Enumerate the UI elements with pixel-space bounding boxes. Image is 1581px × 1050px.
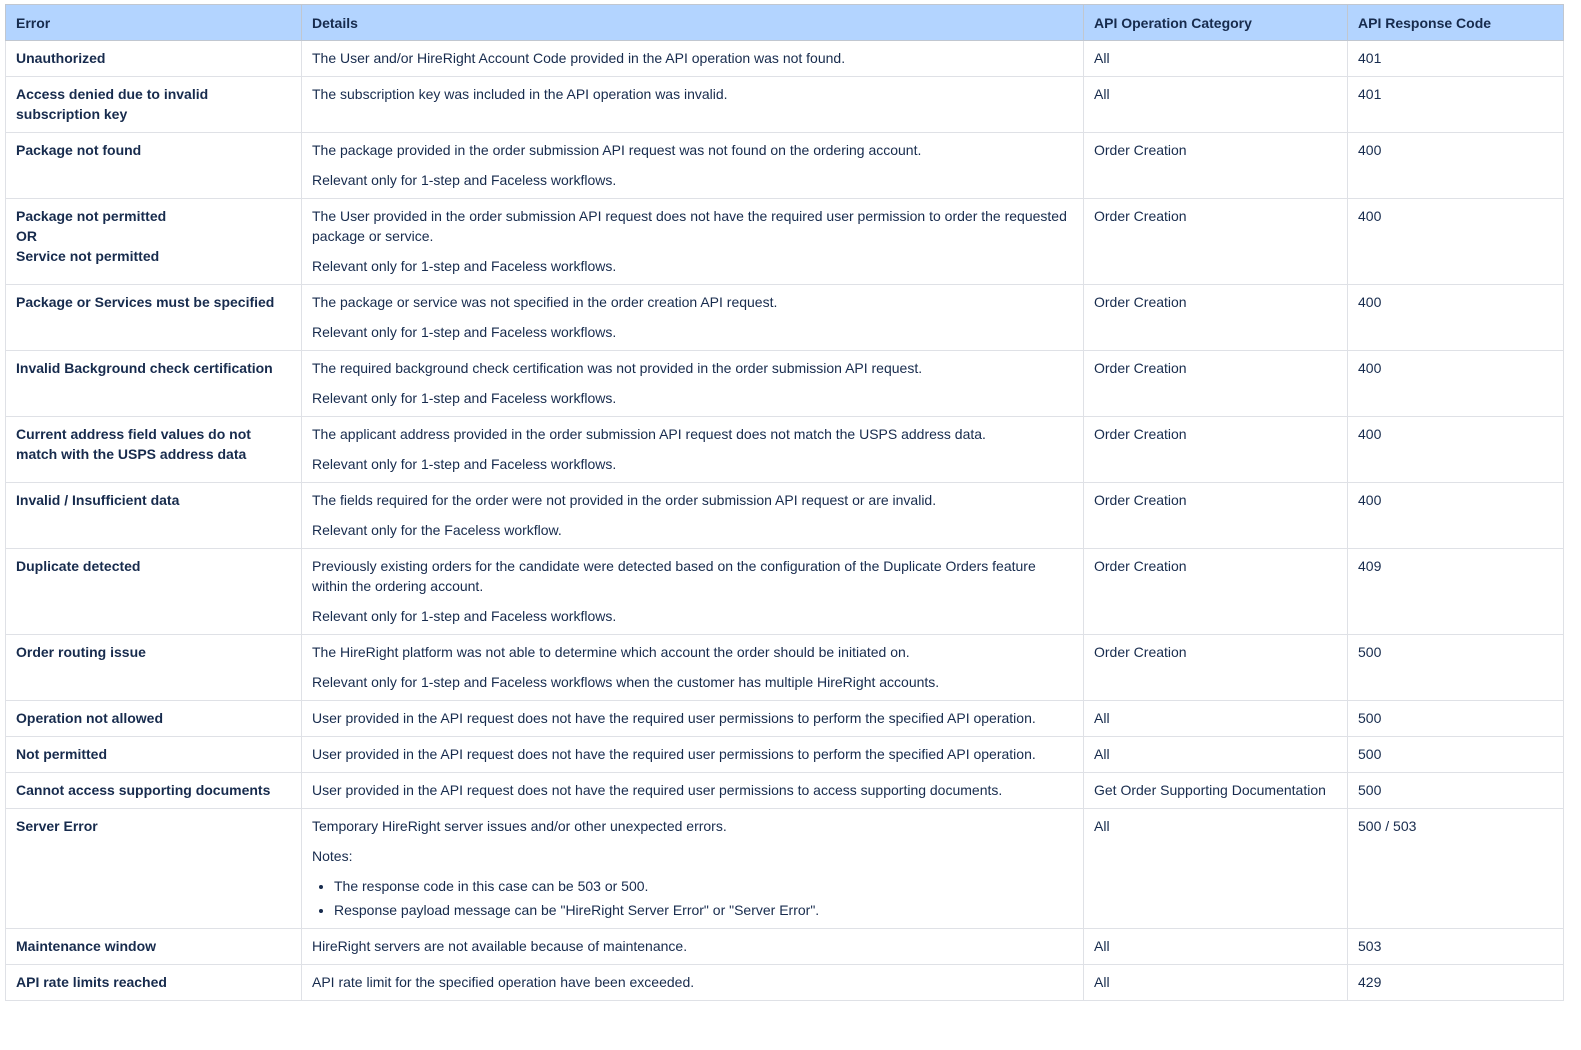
error-name: Package or Services must be specified [16, 294, 275, 310]
header-api-response-code: API Response Code [1348, 5, 1564, 41]
details-text: The fields required for the order were not provided in the order submission API request or are invalid. [312, 492, 937, 508]
table-row [6, 41, 1564, 77]
error-name: Duplicate detected [16, 558, 141, 574]
details-text: User provided in the API request does not have the required user permissions to perform the specified API operation. [312, 710, 1036, 726]
error-name: Access denied due to invalid subscription key [16, 86, 209, 122]
response-code-cell: 500 / 503 [1348, 809, 1564, 929]
error-cell [6, 133, 302, 199]
category-cell: All [1084, 929, 1348, 965]
error-name: Service not permitted [16, 248, 160, 264]
details-cell [302, 483, 1084, 549]
error-cell [6, 737, 302, 773]
category-cell: Order Creation [1084, 549, 1348, 635]
header-row [6, 5, 1564, 41]
notes-list-item: • The response code in this case can be 503 or 500. [334, 876, 1073, 896]
response-code-cell: 400 [1348, 133, 1564, 199]
category-cell: All [1084, 965, 1348, 1001]
error-cell [6, 41, 302, 77]
details-text: Relevant only for the Faceless workflow. [312, 522, 562, 538]
details-cell [302, 133, 1084, 199]
error-name: Maintenance window [16, 938, 157, 954]
error-name: Not permitted [16, 746, 107, 762]
details-text: User provided in the API request does not have the required user permissions to perform the specified API operation. [312, 746, 1036, 762]
error-cell [6, 199, 302, 285]
category-cell: All [1084, 41, 1348, 77]
table-row [6, 773, 1564, 809]
error-cell [6, 549, 302, 635]
table-row [6, 199, 1564, 285]
error-cell [6, 285, 302, 351]
table-row [6, 133, 1564, 199]
error-cell [6, 77, 302, 133]
response-code-cell: 400 [1348, 417, 1564, 483]
table-row [6, 549, 1564, 635]
error-name: Invalid Background check certification [16, 360, 273, 376]
table-row [6, 809, 1564, 929]
error-cell [6, 965, 302, 1001]
details-cell [302, 549, 1084, 635]
error-cell [6, 929, 302, 965]
details-text: User provided in the API request does not have the required user permissions to access supporting documents. [312, 782, 1003, 798]
category-cell: All [1084, 701, 1348, 737]
table-row [6, 965, 1564, 1001]
error-cell [6, 773, 302, 809]
details-text: Relevant only for 1-step and Faceless workflows. [312, 608, 617, 624]
response-code-cell: 409 [1348, 549, 1564, 635]
table-row [6, 77, 1564, 133]
details-text: Relevant only for 1-step and Faceless workflows. [312, 390, 617, 406]
response-code-cell: 429 [1348, 965, 1564, 1001]
details-text: Relevant only for 1-step and Faceless workflows. [312, 324, 617, 340]
details-text: The HireRight platform was not able to determine which account the order should be initiated on. [312, 644, 910, 660]
details-text: The User provided in the order submission API request does not have the required user permission to order the requested package or service. [312, 208, 1067, 244]
response-code-cell: 500 [1348, 701, 1564, 737]
error-name: API rate limits reached [16, 974, 167, 990]
response-code-cell: 400 [1348, 351, 1564, 417]
error-name: Server Error [16, 818, 98, 834]
details-cell [302, 965, 1084, 1001]
response-code-cell: 400 [1348, 199, 1564, 285]
category-cell: Order Creation [1084, 635, 1348, 701]
error-name: OR [16, 228, 37, 244]
table-row [6, 285, 1564, 351]
details-cell [302, 701, 1084, 737]
header-error: Error [6, 5, 302, 41]
category-cell: Order Creation [1084, 483, 1348, 549]
notes-list [312, 876, 1073, 920]
details-cell [302, 285, 1084, 351]
details-cell [302, 635, 1084, 701]
details-cell [302, 773, 1084, 809]
error-cell [6, 483, 302, 549]
details-text: The applicant address provided in the order submission API request does not match the USPS address data. [312, 426, 986, 442]
error-cell [6, 809, 302, 929]
response-code-cell: 401 [1348, 41, 1564, 77]
table-row [6, 737, 1564, 773]
category-cell: Order Creation [1084, 199, 1348, 285]
response-code-cell: 400 [1348, 285, 1564, 351]
details-text: The subscription key was included in the API operation was invalid. [312, 86, 728, 102]
category-cell: Order Creation [1084, 351, 1348, 417]
category-cell: All [1084, 737, 1348, 773]
category-cell: All [1084, 77, 1348, 133]
details-cell [302, 929, 1084, 965]
error-name: Package not found [16, 142, 142, 158]
table-row [6, 351, 1564, 417]
table-header [6, 5, 1564, 41]
details-text: Notes: [312, 848, 353, 864]
details-cell [302, 199, 1084, 285]
table-row [6, 701, 1564, 737]
details-text: Relevant only for 1-step and Faceless workflows. [312, 172, 617, 188]
details-text: The User and/or HireRight Account Code provided in the API operation was not found. [312, 50, 846, 66]
header-api-operation-category: API Operation Category [1084, 5, 1348, 41]
response-code-cell: 500 [1348, 635, 1564, 701]
table-row [6, 635, 1564, 701]
category-cell: Get Order Supporting Documentation [1084, 773, 1348, 809]
table-row [6, 417, 1564, 483]
error-cell [6, 701, 302, 737]
error-cell [6, 417, 302, 483]
details-text: The package provided in the order submission API request was not found on the ordering account. [312, 142, 922, 158]
table-row [6, 483, 1564, 549]
details-text: Temporary HireRight server issues and/or other unexpected errors. [312, 818, 727, 834]
details-text: HireRight servers are not available because of maintenance. [312, 938, 688, 954]
category-cell: Order Creation [1084, 417, 1348, 483]
response-code-cell: 500 [1348, 737, 1564, 773]
details-cell [302, 41, 1084, 77]
details-text: The package or service was not specified in the order creation API request. [312, 294, 778, 310]
details-text: The required background check certification was not provided in the order submission API request. [312, 360, 923, 376]
details-cell [302, 737, 1084, 773]
table-row [6, 929, 1564, 965]
details-cell [302, 809, 1084, 929]
notes-list-item: • Response payload message can be "HireRight Server Error" or "Server Error". [334, 900, 1073, 920]
details-cell [302, 77, 1084, 133]
details-cell [302, 417, 1084, 483]
details-text: Relevant only for 1-step and Faceless workflows when the customer has multiple HireRight accounts. [312, 674, 940, 690]
response-code-cell: 500 [1348, 773, 1564, 809]
table-body [6, 41, 1564, 1001]
response-code-cell: 503 [1348, 929, 1564, 965]
details-text: API rate limit for the specified operation have been exceeded. [312, 974, 695, 990]
category-cell: Order Creation [1084, 133, 1348, 199]
header-details: Details [302, 5, 1084, 41]
error-name: Current address field values do not match with the USPS address data [16, 426, 251, 462]
error-cell [6, 351, 302, 417]
error-name: Order routing issue [16, 644, 146, 660]
details-text: Previously existing orders for the candidate were detected based on the configuration of the Duplicate Orders feature within the ordering account. [312, 558, 1036, 594]
response-code-cell: 401 [1348, 77, 1564, 133]
category-cell: All [1084, 809, 1348, 929]
error-cell [6, 635, 302, 701]
details-text: Relevant only for 1-step and Faceless workflows. [312, 258, 617, 274]
category-cell: Order Creation [1084, 285, 1348, 351]
error-codes-table [5, 4, 1564, 1001]
error-name: Unauthorized [16, 50, 106, 66]
error-name: Cannot access supporting documents [16, 782, 271, 798]
error-name: Operation not allowed [16, 710, 164, 726]
details-cell [302, 351, 1084, 417]
details-text: Relevant only for 1-step and Faceless workflows. [312, 456, 617, 472]
error-name: Invalid / Insufficient data [16, 492, 180, 508]
response-code-cell: 400 [1348, 483, 1564, 549]
error-name: Package not permitted [16, 208, 167, 224]
